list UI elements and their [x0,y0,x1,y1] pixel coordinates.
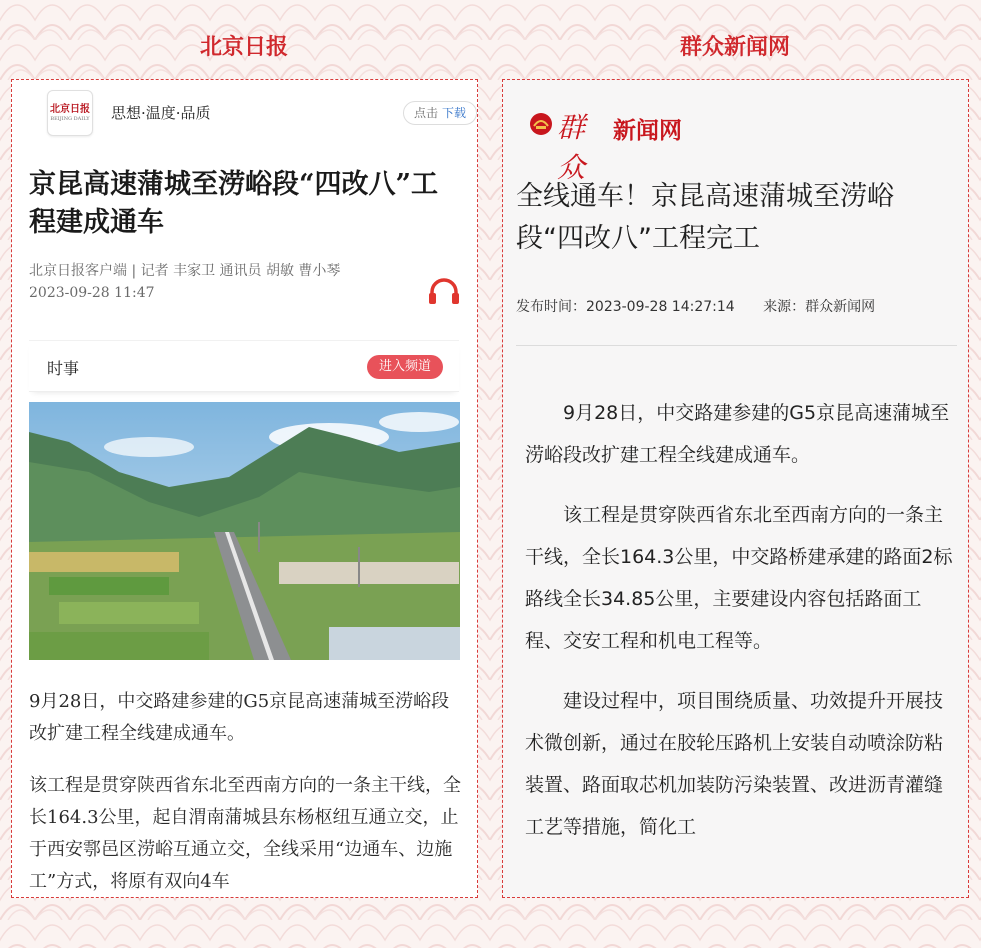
article-paragraph: 该工程是贯穿陕西省东北至西南方向的一条主干线，全长164.3公里，起自渭南蒲城县东杨枢纽互通立交，止于西安鄠邑区涝峪互通立交，全线采用“边通车、边施工”方式，将原有双向4车 [29,775,461,892]
logo-text: 北京日报 [50,104,90,115]
highway-photo [29,402,460,660]
qunzhong-panel [502,79,969,898]
article-meta [29,260,419,304]
article-paragraph: 9月28日，中交路建参建的G5京昆高速蒲城至涝峪段改扩建工程全线建成通车。 [29,691,450,744]
beijing-daily-logo[interactable] [47,90,93,136]
right-panel-title: 群众新闻网 [679,35,790,60]
article-source: 来源：群众新闻网 [763,299,876,315]
article-paragraph: 该工程是贯穿陕西省东北至西南方向的一条主干线，全长164.3公里，中交路桥建承建的路面2标路线全长34.85公里，主要建设内容包括路面工程、交安工程和机电工程等。 [525,504,953,652]
article-paragraph: 建设过程中，项目围绕质量、功效提升开展技术微创新，通过在胶轮压路机上安装自动喷涂防粘装置、路面取芯机加装防污染装置、改进沥青灌缝工艺等措施，简化工 [525,690,944,838]
article-title: 京昆高速蒲城至涝峪段“四改八”工程建成通车 [29,169,439,238]
article-body [525,392,955,866]
qunzhong-emblem-icon [529,112,553,136]
channel-tag: 时事 [47,359,80,378]
headphones-icon[interactable] [427,276,461,306]
logo-subtext: BEIJING DAILY [50,116,90,122]
article-body [29,686,461,898]
download-button[interactable] [403,101,477,125]
article-paragraph: 9月28日，中交路建参建的G5京昆高速蒲城至涝峪段改扩建工程全线建成通车。 [525,402,950,466]
article-byline: 北京日报客户端 | 记者 丰家卫 通讯员 胡敏 曹小琴 [29,263,341,279]
article-meta [516,296,875,316]
enter-channel-button[interactable]: 进入频道 [367,355,443,379]
channel-bar [29,340,459,392]
logo-brand: 新闻网 [613,118,682,144]
article-datetime: 2023-09-28 11:47 [29,285,155,301]
divider [516,345,957,346]
article-title: 全线通车！京昆高速蒲城至涝峪段“四改八”工程完工 [516,181,894,254]
beijing-daily-panel [11,79,478,898]
logo-calligraphy: 群众 [557,111,584,184]
app-header [47,90,467,136]
left-panel-title: 北京日报 [199,35,288,60]
publish-time: 发布时间：2023-09-28 14:27:14 [516,299,735,315]
download-prefix: 点击 [413,106,438,120]
download-label: 下载 [441,106,466,120]
app-slogan: 思想·温度·品质 [111,104,211,122]
